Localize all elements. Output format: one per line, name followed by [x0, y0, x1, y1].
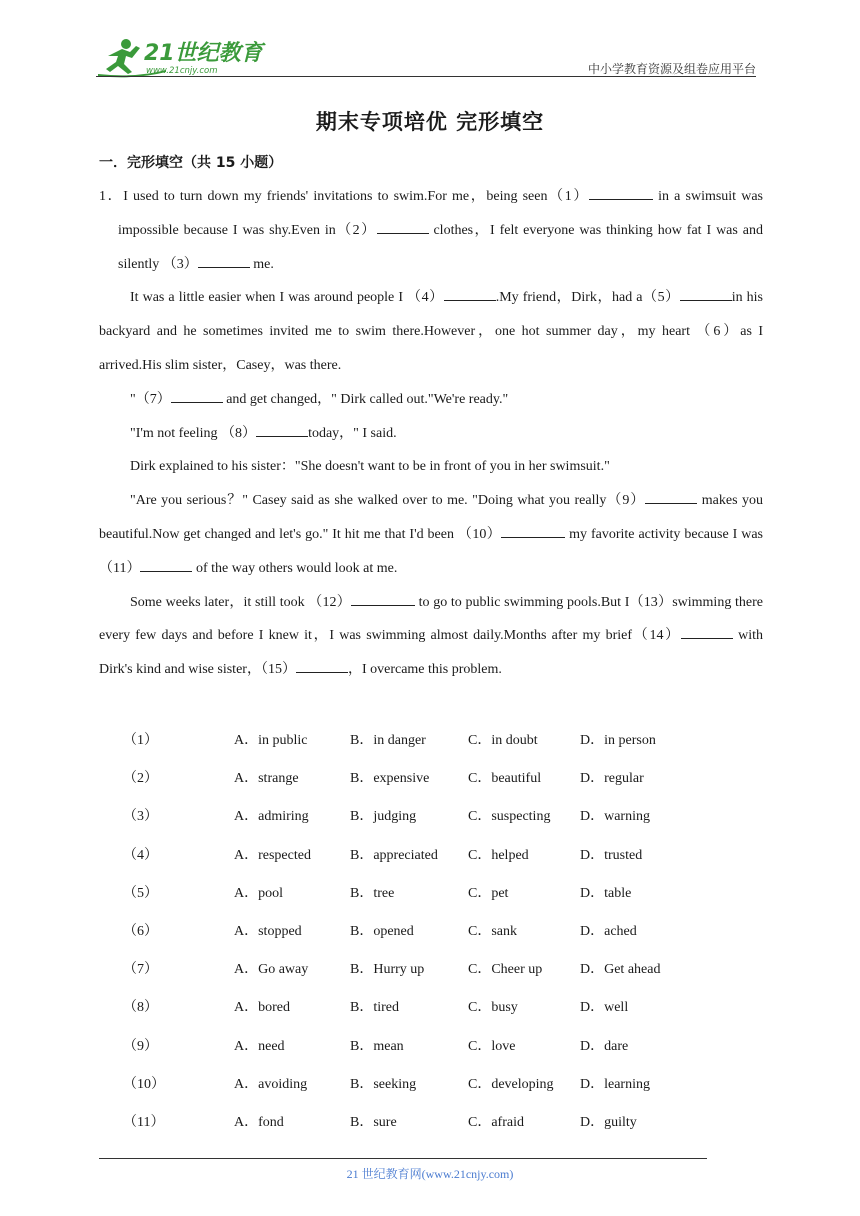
- answer-blank: [296, 658, 348, 673]
- option-row: [123, 987, 690, 1025]
- option-c: C．afraid: [468, 1114, 524, 1130]
- option-d: D．table: [580, 885, 632, 901]
- option-c: C．developing: [468, 1076, 554, 1092]
- option-b: B．opened: [350, 924, 414, 940]
- option-d: D．trusted: [580, 847, 643, 863]
- option-b: B．tired: [350, 1000, 399, 1016]
- option-b: B．tree: [350, 885, 395, 901]
- option-d: D．Get ahead: [580, 962, 661, 978]
- option-row: [123, 1026, 690, 1064]
- option-a: A．pool: [234, 885, 283, 901]
- answer-blank: [256, 422, 308, 437]
- option-row: [123, 758, 690, 796]
- passage-paragraph: Dirk explained to his sister："She doesn't want to be in front of you in her swimsuit.": [130, 459, 610, 475]
- option-row: [123, 796, 690, 834]
- question-number: （10）: [123, 1076, 165, 1092]
- option-b: B．judging: [350, 809, 417, 825]
- answer-blank: [198, 253, 250, 268]
- option-b: B．sure: [350, 1114, 397, 1130]
- question-number: （7）: [123, 962, 158, 978]
- answer-blank: [140, 557, 192, 572]
- option-d: D．in person: [580, 733, 656, 749]
- option-row: [123, 1064, 690, 1102]
- option-c: C．love: [468, 1038, 516, 1054]
- option-a: A．stopped: [234, 924, 302, 940]
- cloze-passage: [99, 180, 763, 687]
- option-d: D．dare: [580, 1038, 629, 1054]
- options-table: [123, 720, 690, 1140]
- question-number: （9）: [123, 1038, 158, 1054]
- option-d: D．guilty: [580, 1114, 637, 1130]
- option-c: C．busy: [468, 1000, 518, 1016]
- question-number: （6）: [123, 924, 158, 940]
- option-row: [123, 835, 690, 873]
- answer-blank: [681, 624, 733, 639]
- option-a: A．admiring: [234, 809, 309, 825]
- footer-text: 21 世纪教育网(www.21cnjy.com): [346, 1167, 514, 1181]
- option-row: [123, 720, 690, 758]
- option-a: A．bored: [234, 1000, 290, 1016]
- option-c: C．helped: [468, 847, 529, 863]
- option-row: [123, 911, 690, 949]
- option-b: B．appreciated: [350, 847, 438, 863]
- header-divider: [96, 76, 756, 77]
- option-d: D．warning: [580, 809, 650, 825]
- passage-paragraph: "Are you serious？" Casey said as she walked over to me. "Doing what you really（9） makes you beautiful.Now get changed and let's go." It hit me that I'd been （10） my favorite activity because I was （11） of the way others would look at me.: [99, 484, 763, 585]
- option-a: A．need: [234, 1038, 285, 1054]
- question-number: （1）: [123, 733, 158, 749]
- answer-blank: [444, 286, 496, 301]
- option-c: C．pet: [468, 885, 509, 901]
- section-heading: 一．完形填空（共 15 小题）: [99, 155, 283, 171]
- option-c: C．in doubt: [468, 733, 538, 749]
- passage-paragraph: Some weeks later，it still took （12） to go to public swimming pools.But I（13）swimming there every few days and before I knew it，I was swimming almost daily.Months after my brief（14） with Dirk's kind and wise sister，（15） ，I overcame this problem.: [99, 586, 763, 687]
- page-header: [96, 34, 756, 78]
- platform-name: 中小学教育资源及组卷应用平台: [587, 62, 756, 76]
- option-b: B．in danger: [350, 733, 426, 749]
- answer-blank: [680, 286, 732, 301]
- option-a: A．avoiding: [234, 1076, 308, 1092]
- answer-blank: [377, 219, 429, 234]
- option-a: A．fond: [234, 1114, 284, 1130]
- option-c: C．beautiful: [468, 771, 542, 787]
- footer-divider: [99, 1158, 707, 1159]
- option-a: A．respected: [234, 847, 311, 863]
- answer-blank: [351, 591, 415, 606]
- option-row: [123, 949, 690, 987]
- option-a: A．in public: [234, 733, 308, 749]
- question-number: （3）: [123, 809, 158, 825]
- logo-text: 21世纪教育: [144, 41, 263, 66]
- option-b: B．Hurry up: [350, 962, 425, 978]
- option-row: [123, 873, 690, 911]
- answer-blank: [645, 489, 697, 504]
- page-title: 期末专项培优 完形填空: [315, 110, 545, 134]
- answer-blank: [501, 523, 565, 538]
- question-number: （2）: [123, 771, 158, 787]
- option-b: B．mean: [350, 1038, 404, 1054]
- question-paragraph: 1．I used to turn down my friends' invitations to swim.For me，being seen（1） in a swimsuit was impossible because I was shy.Even in（2） clothes，I felt everyone was thinking how fat I was and silently （3） me.: [99, 180, 763, 281]
- option-c: C．Cheer up: [468, 962, 543, 978]
- option-b: B．seeking: [350, 1076, 417, 1092]
- option-row: [123, 1102, 690, 1140]
- option-a: A．Go away: [234, 962, 309, 978]
- option-d: D．learning: [580, 1076, 650, 1092]
- question-number: （5）: [123, 885, 158, 901]
- passage-paragraph: "（7） and get changed，" Dirk called out."We're ready.": [99, 383, 763, 417]
- answer-blank: [589, 185, 653, 200]
- option-c: C．sank: [468, 924, 517, 940]
- logo-url: www.21cnjy.com: [146, 66, 218, 76]
- passage-paragraph: It was a little easier when I was around people I （4） .My friend，Dirk，had a（5） in his backyard and he sometimes invited me to swim there.However，one hot summer day，my heart （6）as I arrived.His slim sister，Casey，was there.: [99, 281, 763, 382]
- passage-paragraph: "I'm not feeling （8） today，" I said.: [99, 417, 763, 451]
- option-d: D．well: [580, 1000, 629, 1016]
- option-c: C．suspecting: [468, 809, 551, 825]
- question-number: （11）: [123, 1114, 165, 1130]
- option-d: D．ached: [580, 924, 637, 940]
- question-number: （4）: [123, 847, 158, 863]
- question-number: （8）: [123, 1000, 158, 1016]
- answer-blank: [171, 388, 223, 403]
- option-b: B．expensive: [350, 771, 430, 787]
- logo-21cnjy: [96, 34, 266, 78]
- option-a: A．strange: [234, 771, 299, 787]
- option-d: D．regular: [580, 771, 644, 787]
